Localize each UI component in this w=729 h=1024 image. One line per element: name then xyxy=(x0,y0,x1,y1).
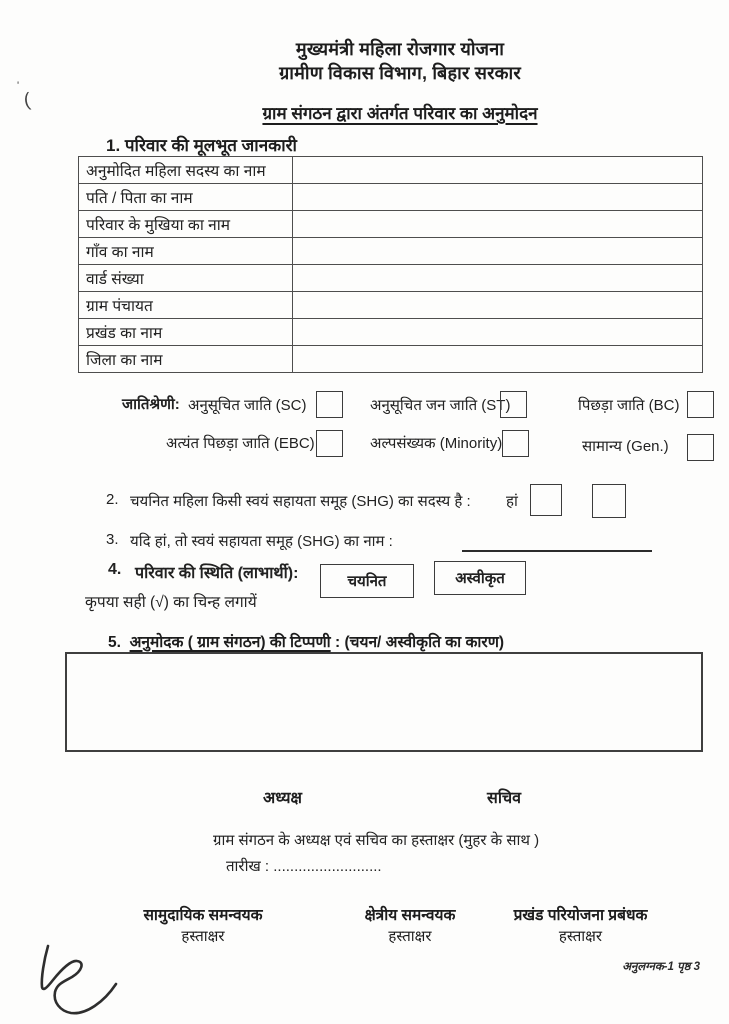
q4-number: 4. xyxy=(108,561,122,578)
table-row xyxy=(79,319,703,346)
caste-option-bc-label: पिछड़ा जाति (BC) xyxy=(578,397,680,414)
handwritten-scribble xyxy=(8,938,128,1022)
caste-option-ebc-label: अत्यंत पिछड़ा जाति (EBC) xyxy=(166,435,315,452)
official-signature-label: हस्ताक्षर xyxy=(558,928,603,945)
selected-option-box[interactable]: चयनित xyxy=(320,564,414,598)
basic-info-table xyxy=(78,156,703,373)
row-label-ward-number: वार्ड संख्या xyxy=(79,265,293,292)
caste-option-minority-label: अल्पसंख्यक (Minority) xyxy=(370,435,503,452)
caste-section-label: जातिश्रेणी: xyxy=(122,396,180,413)
shg-name-blank[interactable] xyxy=(462,530,652,552)
table-value-cell[interactable] xyxy=(293,346,703,373)
table-row xyxy=(79,238,703,265)
q3-text: यदि हां, तो स्वयं सहायता समूह (SHG) का नाम : xyxy=(130,533,393,550)
scan-artifact-paren: ( xyxy=(22,89,32,112)
tick-instruction: कृपया सही (√) का चिन्ह लगायें xyxy=(85,594,257,611)
row-label-district-name: जिला का नाम xyxy=(79,346,293,373)
table-row xyxy=(79,211,703,238)
q3-number: 3. xyxy=(106,531,119,548)
caste-option-general-label: सामान्य (Gen.) xyxy=(582,438,669,455)
row-label-family-head-name: परिवार के मुखिया का नाम xyxy=(79,211,293,238)
official-block-project-manager xyxy=(483,903,678,946)
table-value-cell[interactable] xyxy=(293,319,703,346)
scan-artifact-dot: ' xyxy=(17,80,20,92)
checkbox-shg-no[interactable] xyxy=(592,484,626,518)
table-value-cell[interactable] xyxy=(293,211,703,238)
q4-heading: परिवार की स्थिति (लाभार्थी): xyxy=(135,565,299,582)
table-value-cell[interactable] xyxy=(293,238,703,265)
official-signature-label: हस्ताक्षर xyxy=(388,928,432,945)
section1-heading: 1. परिवार की मूलभूत जानकारी xyxy=(106,136,297,155)
q2-text: चयनित महिला किसी स्वयं सहायता समूह (SHG) का सदस्य है : xyxy=(130,493,471,510)
table-row xyxy=(79,292,703,319)
annexure-page-note: अनुलग्नक-1 पृष्ठ 3 xyxy=(622,961,700,973)
table-row xyxy=(79,157,703,184)
checkbox-sc[interactable] xyxy=(316,391,343,418)
caste-option-sc-label: अनुसूचित जाति (SC) xyxy=(188,397,307,414)
form-title-line2: ग्रामीण विकास विभाग, बिहार सरकार xyxy=(279,63,521,83)
table-value-cell[interactable] xyxy=(293,292,703,319)
rejected-option-box[interactable]: अस्वीकृत xyxy=(434,561,526,595)
q2-yes-label: हां xyxy=(506,493,518,510)
date-label[interactable]: तारीख : .......................... xyxy=(226,858,382,875)
checkbox-ebc[interactable] xyxy=(316,430,343,457)
table-row xyxy=(79,346,703,373)
official-role: क्षेत्रीय समन्वयक xyxy=(364,907,456,924)
checkbox-bc[interactable] xyxy=(687,391,714,418)
q5-number: 5. xyxy=(108,634,121,651)
approver-comment-box[interactable] xyxy=(65,652,703,752)
row-label-block-name: प्रखंड का नाम xyxy=(79,319,293,346)
q5-heading-underlined: अनुमोदक ( ग्राम संगठन) की टिप्पणी xyxy=(129,634,331,651)
row-label-husband-father-name: पति / पिता का नाम xyxy=(79,184,293,211)
row-label-approved-woman-name: अनुमोदित महिला सदस्य का नाम xyxy=(79,157,293,184)
official-role: प्रखंड परियोजना प्रबंधक xyxy=(513,907,648,924)
table-value-cell[interactable] xyxy=(293,157,703,184)
q5-heading xyxy=(108,630,504,652)
checkbox-general[interactable] xyxy=(687,434,714,461)
checkbox-st[interactable] xyxy=(500,391,527,418)
secretary-label: सचिव xyxy=(487,790,522,807)
q5-heading-rest: : (चयन/ अस्वीकृति का कारण) xyxy=(330,634,505,651)
form-title-line1: मुख्यमंत्री महिला रोजगार योजना xyxy=(295,39,505,59)
signature-note: ग्राम संगठन के अध्यक्ष एवं सचिव का हस्ताक्षर (मुहर के साथ ) xyxy=(213,832,540,849)
official-role: सामुदायिक समन्वयक xyxy=(143,907,263,924)
checkbox-shg-yes[interactable] xyxy=(530,484,562,516)
form-subtitle: ग्राम संगठन द्वारा अंतर्गत परिवार का अनुमोदन xyxy=(262,104,538,123)
official-regional-coordinator xyxy=(345,903,475,946)
table-row xyxy=(79,184,703,211)
checkbox-minority[interactable] xyxy=(502,430,529,457)
table-value-cell[interactable] xyxy=(293,184,703,211)
president-label: अध्यक्ष xyxy=(263,790,302,807)
official-signature-label: हस्ताक्षर xyxy=(181,928,225,945)
table-row xyxy=(79,265,703,292)
official-community-coordinator xyxy=(118,903,288,946)
table-value-cell[interactable] xyxy=(293,265,703,292)
row-label-gram-panchayat: ग्राम पंचायत xyxy=(79,292,293,319)
row-label-village-name: गाँव का नाम xyxy=(79,238,293,265)
caste-option-st-label: अनुसूचित जन जाति (ST) xyxy=(370,397,511,414)
q2-number: 2. xyxy=(106,491,119,508)
